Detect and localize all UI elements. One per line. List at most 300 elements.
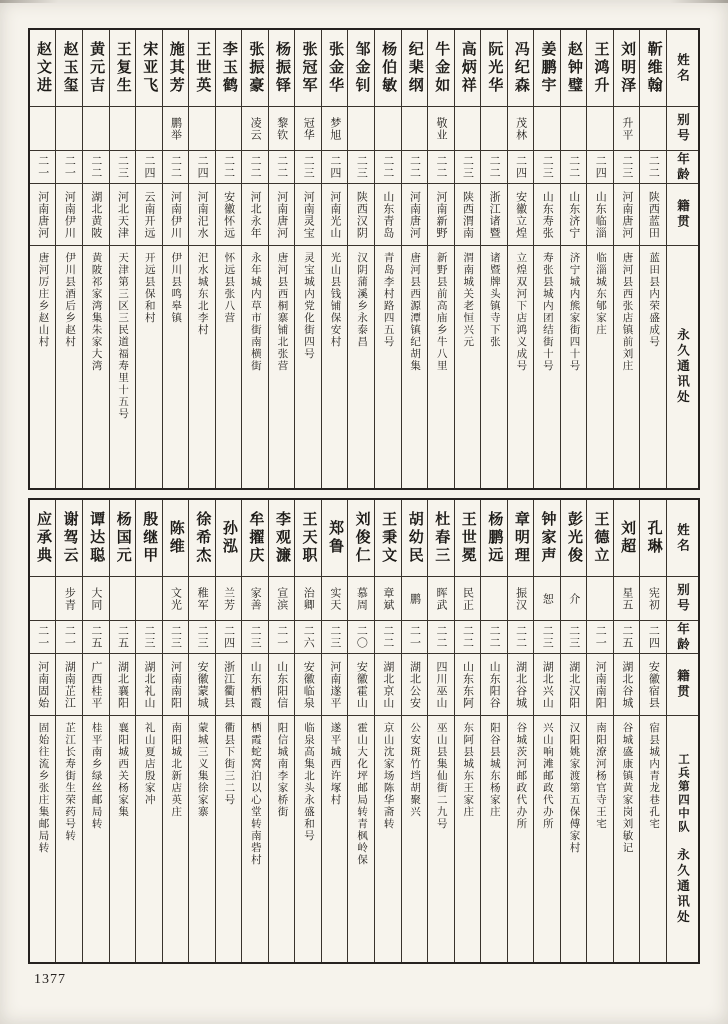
age-cell [269,150,295,183]
person-age: 二五 [620,625,633,649]
person-age: 二四 [196,155,209,179]
address-cell [322,715,348,962]
person-column [587,500,614,962]
origin-cell [561,653,587,715]
address-cell [428,715,454,962]
person-column [110,30,137,488]
header-age-label: 年龄 [675,151,690,183]
address-cell [295,715,321,962]
person-name: 王世冕 [459,511,476,565]
origin-cell [295,653,321,715]
person-name: 高炳祥 [459,41,476,95]
person-address: 兴山响滩邮政代办所 [541,722,553,830]
age-cell [534,620,560,653]
address-cell [322,245,348,488]
person-byname: 章斌 [381,586,394,611]
age-cell [110,620,136,653]
person-name: 赵钟璧 [565,41,582,95]
name-cell [242,500,268,576]
person-name: 孔琳 [645,520,662,556]
name-cell [455,30,481,106]
person-origin: 湖北黄陂 [89,190,102,239]
person-address: 巫山县集仙街二九号 [435,722,447,830]
address-cell [481,715,507,962]
header-name-label: 姓名 [675,522,690,554]
person-byname: 晖武 [435,586,447,611]
name-cell [534,500,560,576]
roster-table-bottom [28,498,700,964]
person-age: 二二 [461,625,474,649]
name-cell [640,500,666,576]
person-origin: 山东栖霞 [249,660,262,709]
name-cell [614,30,640,106]
person-name: 王复生 [114,41,131,95]
person-age: 二一 [36,155,49,179]
byname-cell [189,106,215,150]
person-address: 汉阳姚家渡第五保傅家村 [568,722,580,854]
origin-cell [322,653,348,715]
name-cell [322,500,348,576]
person-name: 陈维 [167,520,184,556]
person-origin: 河南唐河 [408,190,421,239]
address-cell [242,715,268,962]
byname-cell [56,106,82,150]
origin-cell [508,653,534,715]
age-cell [348,150,374,183]
address-cell [587,245,613,488]
address-cell [402,715,428,962]
person-name: 郑鲁 [327,520,344,556]
address-cell [269,715,295,962]
person-column [83,500,110,962]
person-address: 栖霞蛇窝泊以心堂转南砦村 [249,722,261,866]
byname-cell [110,576,136,620]
person-column [269,30,296,488]
origin-cell [402,183,428,245]
origin-cell [587,653,613,715]
person-address: 京山沈家场陈华斋转 [382,722,394,830]
person-byname: 民正 [461,586,474,611]
byname-cell [322,576,348,620]
person-name: 谢驾云 [61,511,78,565]
name-cell [402,30,428,106]
person-address: 南阳潦河杨官寺王宅 [595,722,606,830]
person-address: 谷城盛康镇黄家岗刘敏记 [621,722,633,854]
person-age: 二一 [36,625,49,649]
person-byname: 慕周 [355,586,368,611]
person-address: 伊川县鸣皋镇 [170,252,182,324]
person-name: 杨伯敏 [380,41,397,95]
name-cell [30,500,56,576]
name-cell [375,500,401,576]
origin-cell [348,183,374,245]
person-name: 章明理 [512,511,529,565]
person-age: 二四 [328,155,341,179]
address-cell [375,245,401,488]
person-name: 杨振铎 [273,41,290,95]
person-age: 二四 [142,155,155,179]
person-origin: 山东阳信 [275,660,288,709]
address-cell [163,245,189,488]
address-cell [561,245,587,488]
byname-cell [216,576,242,620]
address-cell [83,245,109,488]
person-column [640,30,667,488]
person-origin: 河南伊川 [169,190,182,239]
person-origin: 安徽蒙城 [196,660,209,709]
age-cell [136,150,162,183]
person-age: 二三 [249,625,262,649]
person-address: 光山县钱铺保安村 [329,252,341,348]
person-age: 二二 [381,155,394,179]
byname-cell [30,576,56,620]
person-address: 阳谷县城东杨家庄 [488,722,500,818]
age-cell [83,150,109,183]
person-address: 天津第三区三民道福寿里十五号 [117,252,129,420]
person-byname: 鹏 [408,592,421,605]
person-column [163,500,190,962]
person-address: 礼山夏店殷家冲 [143,722,155,806]
person-name: 殷继甲 [141,511,158,565]
origin-cell [110,183,136,245]
byname-cell [640,576,666,620]
byname-cell [640,106,666,150]
person-address: 开远县保和村 [143,252,155,324]
origin-cell [30,183,56,245]
address-cell [163,715,189,962]
address-cell [110,245,136,488]
person-name: 孙泓 [220,520,237,556]
person-address: 寿张县城内团结街十号 [541,252,553,372]
person-address: 固始往流乡张庄集邮局转 [37,722,49,854]
person-age: 二二 [249,155,262,179]
age-cell [163,620,189,653]
age-cell [640,150,666,183]
person-column [295,500,322,962]
person-origin: 河南新野 [435,190,447,239]
person-address: 襄阳城西关杨家集 [117,722,129,818]
person-name: 冯纪森 [512,41,529,95]
person-address: 南阳城北新店英庄 [170,722,182,818]
person-origin: 安徽宿县 [647,660,660,709]
name-cell [56,500,82,576]
name-cell [163,30,189,106]
person-address: 唐河县西张店镇前刘庄 [621,252,633,372]
person-column [242,30,269,488]
person-name: 王德立 [592,511,609,565]
person-name: 王天职 [300,511,317,565]
person-byname: 凌云 [249,116,262,141]
person-origin: 河南伊川 [63,190,76,239]
name-cell [614,500,640,576]
person-age: 二二 [488,155,501,179]
origin-cell [163,183,189,245]
person-byname: 升平 [620,116,633,141]
person-address: 临泉高集北头永盛和号 [302,722,314,842]
age-cell [30,150,56,183]
person-column [614,500,641,962]
person-address: 宿县城内青龙巷孔宅 [648,722,660,830]
address-cell [30,715,56,962]
age-cell [30,620,56,653]
person-origin: 陕西蓝田 [647,190,660,239]
person-origin: 河南南阳 [594,660,607,709]
person-age: 二三 [541,625,554,649]
origin-cell [455,653,481,715]
byname-cell [189,576,215,620]
origin-cell [322,183,348,245]
person-age: 二一 [63,625,76,649]
person-age: 二二 [435,155,447,179]
address-cell [614,715,640,962]
origin-cell [189,653,215,715]
person-column [189,30,216,488]
person-address: 遂平城西许塚村 [329,722,341,806]
person-name: 邹金钊 [353,41,370,95]
name-cell [269,500,295,576]
person-origin: 云南开远 [142,190,155,239]
origin-cell [587,183,613,245]
person-byname: 兰芳 [222,586,235,611]
person-column [56,500,83,962]
age-cell [295,620,321,653]
name-cell [508,30,534,106]
byname-cell [83,106,109,150]
person-age: 二〇 [355,625,368,649]
person-name: 姜鹏宇 [539,41,556,95]
person-origin: 湖北谷城 [620,660,633,709]
name-cell [481,30,507,106]
person-column [216,30,243,488]
header-cell-byname [667,576,698,620]
person-name: 张金华 [327,41,344,95]
person-name: 李玉鹤 [220,41,237,95]
person-name: 牟擢庆 [247,511,264,565]
name-cell [242,30,268,106]
person-name: 张冠军 [300,41,317,95]
byname-cell [508,576,534,620]
byname-cell [428,106,454,150]
name-cell [189,500,215,576]
name-cell [136,30,162,106]
person-column [561,30,588,488]
unit-label: 工兵第四中队 [676,752,689,834]
origin-cell [534,183,560,245]
origin-cell [136,183,162,245]
person-column [561,500,588,962]
byname-cell [534,106,560,150]
name-cell [216,500,242,576]
byname-cell [348,576,374,620]
byname-cell [481,576,507,620]
person-address: 蓝田县内荣盛成号 [648,252,660,348]
person-age: 二三 [142,625,155,649]
age-cell [110,150,136,183]
origin-cell [561,183,587,245]
person-origin: 湖北公安 [408,660,421,709]
person-name: 刘明泽 [619,41,636,95]
byname-cell [83,576,109,620]
name-cell [561,30,587,106]
person-name: 杜春三 [433,511,450,565]
origin-cell [508,183,534,245]
header-cell-address [667,715,698,962]
person-name: 施其芳 [167,41,184,95]
person-origin: 四川巫山 [435,660,447,709]
age-cell [402,150,428,183]
person-origin: 安徽临泉 [302,660,315,709]
person-origin: 河南汜水 [196,190,209,239]
person-column [56,30,83,488]
person-origin: 山东临淄 [594,190,607,239]
origin-cell [455,183,481,245]
address-cell [481,245,507,488]
age-cell [189,150,215,183]
person-origin: 湖北礼山 [142,660,155,709]
age-cell [295,150,321,183]
person-age: 二三 [461,155,474,179]
person-name: 胡幼民 [406,511,423,565]
person-origin: 浙江衢县 [222,660,235,709]
byname-cell [375,576,401,620]
person-column [534,30,561,488]
header-cell-byname [667,106,698,150]
person-age: 二三 [116,155,129,179]
person-origin: 河南唐河 [275,190,288,239]
person-column [30,500,57,962]
page-number: 1377 [34,972,66,987]
person-name: 宋亚飞 [141,41,158,95]
byname-cell [269,576,295,620]
name-cell [587,500,613,576]
person-age: 二五 [116,625,129,649]
person-column [30,30,57,488]
person-byname: 星五 [620,586,633,611]
address-cell [640,245,666,488]
person-age: 二二 [381,625,394,649]
age-cell [375,620,401,653]
person-age: 二三 [355,155,368,179]
header-address-label: 永久通讯处 [675,847,690,926]
name-cell [375,30,401,106]
age-cell [375,150,401,183]
person-name: 靳维翰 [645,41,662,95]
person-origin: 河南遂平 [328,660,341,709]
person-origin: 浙江诸暨 [488,190,501,239]
origin-cell [83,653,109,715]
header-age-label: 年龄 [675,621,690,653]
person-origin: 安徽霍山 [355,660,368,709]
person-name: 杨国元 [114,511,131,565]
byname-cell [614,576,640,620]
byname-cell [295,106,321,150]
address-cell [83,715,109,962]
byname-cell [614,106,640,150]
byname-cell [481,106,507,150]
person-byname: 实天 [328,586,341,611]
byname-cell [163,106,189,150]
person-origin: 河南南阳 [169,660,182,709]
byname-cell [348,106,374,150]
age-cell [428,620,454,653]
name-cell [348,500,374,576]
address-cell [216,245,242,488]
age-cell [216,150,242,183]
person-name: 阮光华 [486,41,503,95]
person-name: 彭光俊 [565,511,582,565]
person-column [614,30,641,488]
person-column [83,30,110,488]
person-origin: 河南唐河 [620,190,633,239]
address-cell [587,715,613,962]
age-cell [455,620,481,653]
age-cell [561,620,587,653]
person-name: 王秉文 [380,511,397,565]
person-column [534,500,561,962]
person-column [508,30,535,488]
age-cell [455,150,481,183]
person-name: 王鸿升 [592,41,609,95]
person-name: 黄元吉 [88,41,105,95]
age-cell [348,620,374,653]
person-age: 二三 [196,625,209,649]
person-name: 李观濂 [273,511,290,565]
person-address: 伊川县酒后乡赵村 [64,252,76,348]
address-cell [216,715,242,962]
name-cell [269,30,295,106]
person-column [216,500,243,962]
origin-cell [216,653,242,715]
person-byname: 茂林 [514,116,527,141]
byname-cell [587,106,613,150]
header-origin-label: 籍贯 [675,669,690,700]
age-cell [587,620,613,653]
byname-cell [428,576,454,620]
origin-cell [640,653,666,715]
person-age: 二六 [302,625,315,649]
byname-cell [269,106,295,150]
person-origin: 河北天津 [116,190,129,239]
person-age: 二二 [169,155,182,179]
person-column [136,500,163,962]
person-column [348,500,375,962]
age-cell [322,150,348,183]
age-cell [508,620,534,653]
origin-cell [375,183,401,245]
person-column [587,30,614,488]
person-column [508,500,535,962]
byname-cell [322,106,348,150]
origin-cell [269,653,295,715]
person-name: 钟家声 [539,511,556,565]
name-cell [561,500,587,576]
name-cell [428,30,454,106]
address-cell [402,245,428,488]
origin-cell [110,653,136,715]
person-column [163,30,190,488]
age-cell [163,150,189,183]
person-column [322,500,349,962]
person-age: 二二 [514,625,527,649]
person-origin: 河南光山 [328,190,341,239]
header-origin-label: 籍贯 [675,199,690,230]
person-age: 二三 [567,625,580,649]
name-cell [640,30,666,106]
person-address: 公安斑竹垱胡聚兴 [409,722,421,818]
origin-cell [614,653,640,715]
address-cell [136,245,162,488]
byname-cell [56,576,82,620]
